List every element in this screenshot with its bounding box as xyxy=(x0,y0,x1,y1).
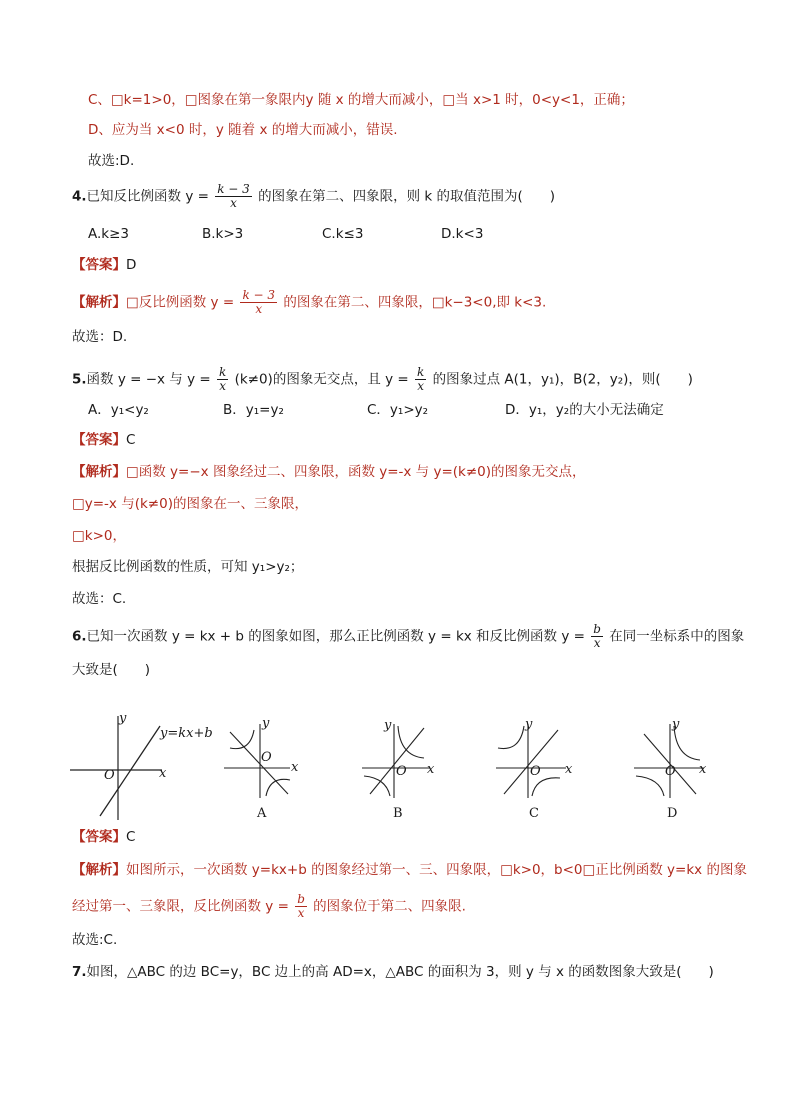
axis-y-label: y xyxy=(262,716,270,731)
question-4 xyxy=(72,183,555,210)
solution-line: 【解析】如图所示，一次函数 y=kx+b 的图象经过第一、三、四象限，□k>0，b<0□正比例函数 y=kx 的图象 xyxy=(72,862,747,878)
choose-line: 故选:D. xyxy=(88,153,135,169)
axis-x-label: x xyxy=(291,760,299,775)
option-d: D.k<3 xyxy=(441,226,484,242)
question-text: 的图象在第二、四象限，则 k 的取值范围为( ) xyxy=(258,188,556,205)
solution-line: □y=-x 与(k≠0)的图象在一、三象限， xyxy=(72,496,308,512)
fraction: $\frac{b}{x}$ xyxy=(593,622,601,650)
solution-line: 根据反比例函数的性质，可知 y₁>y₂； xyxy=(72,559,304,575)
fraction: $\frac{k - 3}{x}$ xyxy=(217,182,250,210)
solution-line: 经过第一、三象限，反比例函数 y = $\frac{b}{x}$ 的图象位于第二、四象限. xyxy=(72,892,466,920)
axis-x-label: x xyxy=(699,762,707,777)
option-c: C．y₁>y₂ xyxy=(367,402,429,418)
choose-line: 故选：D. xyxy=(72,329,128,345)
fraction: $\frac{b}{x}$ xyxy=(297,892,305,920)
option-b: B.k>3 xyxy=(202,226,244,242)
axis-y-label: y xyxy=(119,711,127,726)
caption-b: B xyxy=(393,806,403,821)
axis-x-label: x xyxy=(159,766,167,781)
answer-line xyxy=(72,255,136,275)
option-d: D．y₁，y₂的大小无法确定 xyxy=(505,402,664,418)
axis-x-label: x xyxy=(565,762,573,777)
solution-line-d: D、应为当 x<0 时，y 随着 x 的增大而减小，错误. xyxy=(88,122,398,138)
axis-y-label: y xyxy=(672,717,680,732)
question-text: 已知反比例函数 y = xyxy=(86,188,209,205)
solution-label: 【解析】 xyxy=(72,294,126,311)
axis-o-label: O xyxy=(530,764,541,779)
answer-line: 【答案】C xyxy=(72,432,136,448)
solution-line: 【解析】□函数 y=−x 图象经过二、四象限，函数 y=-x 与 y=(k≠0)的图象无交点， xyxy=(72,464,586,480)
question-text: 大致是( ) xyxy=(72,662,151,678)
caption-c: C xyxy=(529,806,539,821)
question-5: 5.函数 y = −x 与 y = $\frac{k}{x}$ (k≠0)的图象无交点，且 y = $\frac{k}{x}$ 的图象过点 A(1，y₁)，B(2，y₂)，则( ) xyxy=(72,365,693,393)
question-number: 4. xyxy=(72,188,87,205)
question-7: 7.如图，△ABC 的边 BC=y，BC 边上的高 AD=x，△ABC 的面积为 3，则 y 与 x 的函数图象大致是( ) xyxy=(72,964,714,980)
graph-d xyxy=(632,720,712,800)
solution-line: □k>0， xyxy=(72,528,126,544)
caption-d: D xyxy=(667,806,678,821)
axis-y-label: y xyxy=(384,718,392,733)
choose-line: 故选：C. xyxy=(72,591,127,607)
solution-line-c: C、□k=1>0，□图象在第一象限内y 随 x 的增大而减小，□当 x>1 时，0<y<1，正确； xyxy=(88,92,634,108)
graph-c xyxy=(494,720,574,800)
answer-label: 【答案】 xyxy=(72,257,126,273)
axis-y-label: y xyxy=(525,717,533,732)
solution-line: 【解析】□反比例函数 y = $\frac{k - 3}{x}$ 的图象在第二、四象限，□k−3<0,即 k<3. xyxy=(72,288,547,316)
axis-o-label: O xyxy=(261,750,272,765)
answer-value: D xyxy=(126,257,137,273)
line-label: y=kx+b xyxy=(160,726,213,741)
option-c: C.k≤3 xyxy=(322,226,364,242)
answer-line: 【答案】C xyxy=(72,829,136,845)
caption-a: A xyxy=(257,806,267,821)
choose-line: 故选:C. xyxy=(72,932,118,948)
option-a: A．y₁<y₂ xyxy=(88,402,149,418)
axis-o-label: O xyxy=(396,764,407,779)
fraction: $\frac{k}{x}$ xyxy=(417,365,425,393)
axis-x-label: x xyxy=(427,762,435,777)
option-a: A.k≥3 xyxy=(88,226,130,242)
axis-o-label: O xyxy=(665,764,676,779)
option-b: B．y₁=y₂ xyxy=(223,402,284,418)
question-6: 6.已知一次函数 y = kx + b 的图象如图，那么正比例函数 y = kx 和反比例函数 y = $\frac{b}{x}$ 在同一坐标系中的图象 xyxy=(72,622,745,650)
graph-b xyxy=(360,720,440,800)
fraction: $\frac{k - 3}{x}$ xyxy=(242,288,276,316)
axis-o-label: O xyxy=(104,768,115,783)
fraction: $\frac{k}{x}$ xyxy=(218,365,227,393)
